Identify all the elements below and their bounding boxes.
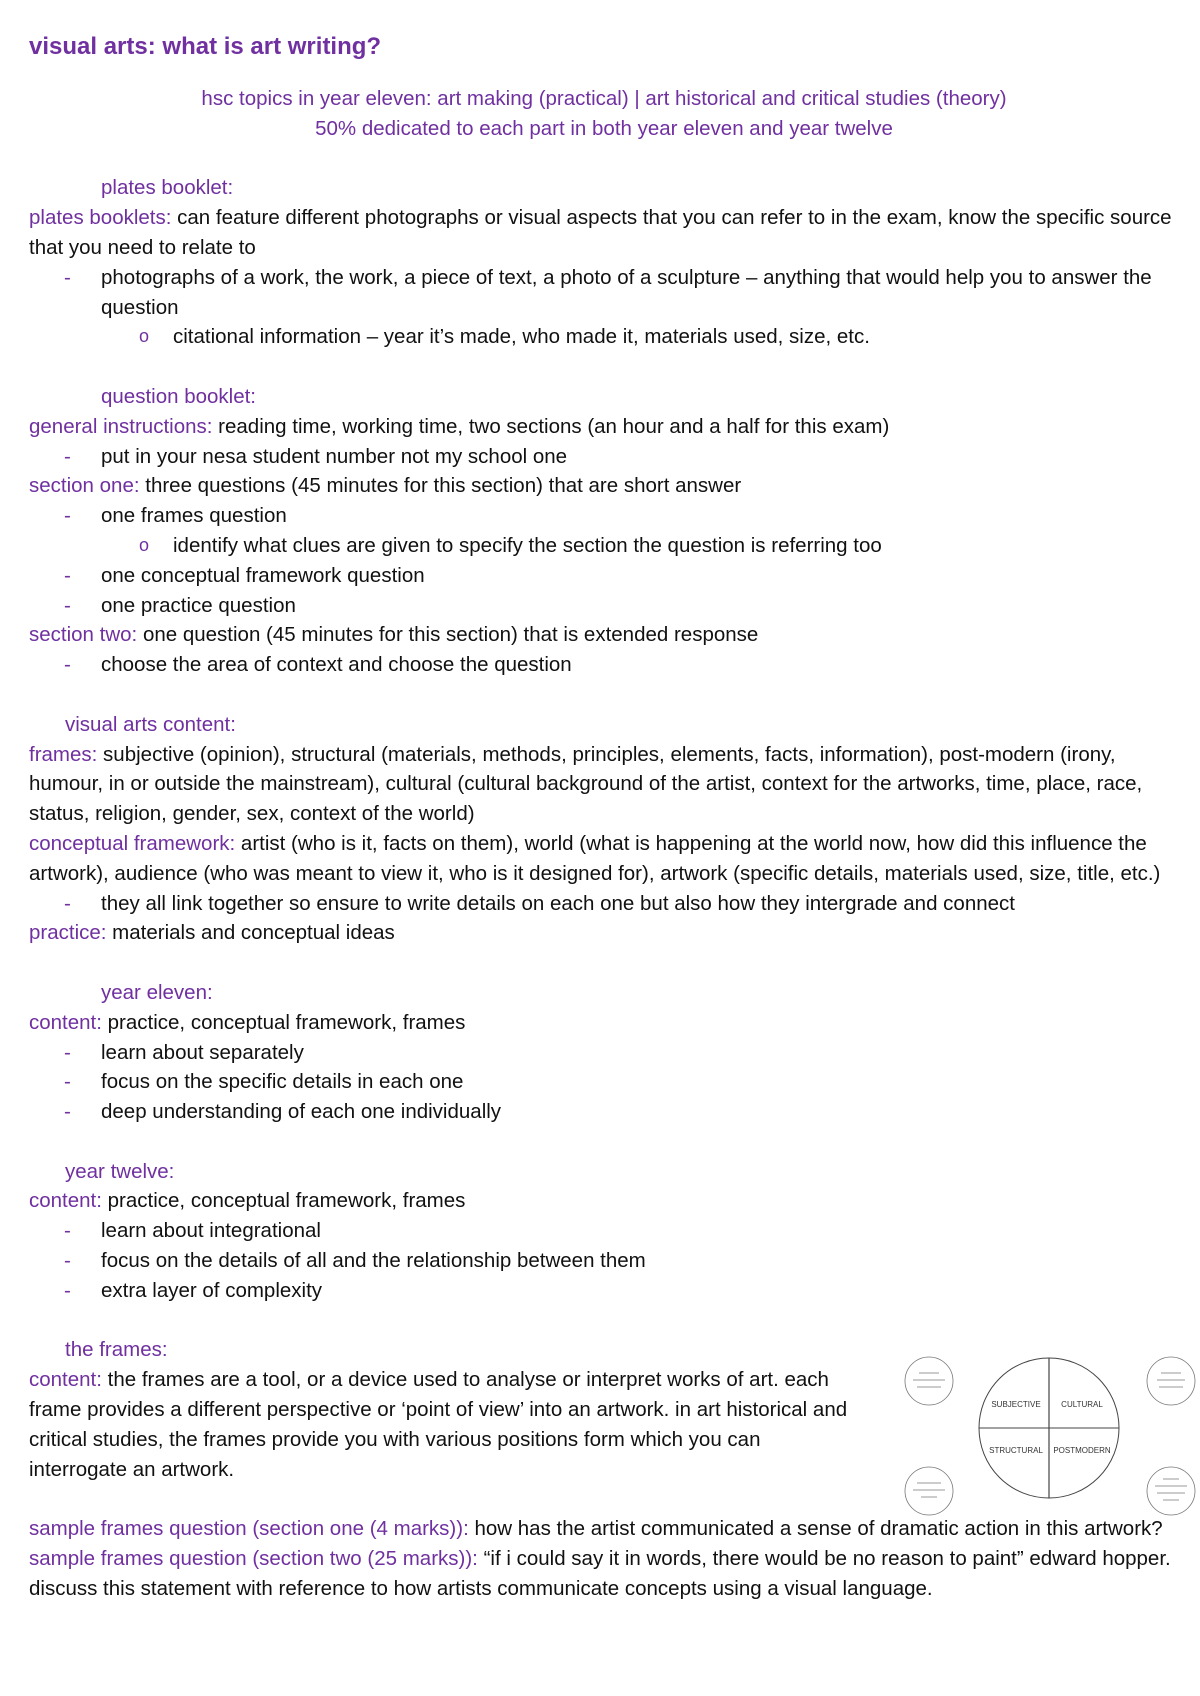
dash-bullet-icon: - [64,593,71,617]
list-item: - deep understanding of each one individually [29,1097,1179,1127]
dash-bullet-icon: - [64,1040,71,1064]
list-item: - one frames question [29,501,1179,531]
dash-bullet-icon: - [64,1070,71,1094]
dash-bullet-icon: - [64,444,71,468]
list-item: - one conceptual framework question [29,561,1179,591]
year-twelve-heading: year twelve: [65,1159,175,1183]
content-heading: visual arts content: [65,712,236,736]
plates-paragraph [29,203,1179,263]
diagram-label-postmodern: POSTMODERN [1053,1446,1111,1456]
list-item: - put in your nesa student number not my school one [29,442,1179,472]
list-item: - extra layer of complexity [29,1276,1179,1306]
sample-question-one: sample frames question (section one (4 marks)): how has the artist communicated a sense of dramatic action in this artwork? [29,1517,1163,1541]
corner-circle-bottom-left [905,1467,953,1515]
list-item: - choose the area of context and choose the question [29,650,1179,680]
circle-bullet-icon: o [139,326,150,347]
plates-text: can feature different photographs or visual aspects that you can refer to in the exam, know the specific source that you need to relate to [29,206,1172,259]
year-eleven-content: content: practice, conceptual framework, frames [29,1010,466,1034]
dash-bullet-icon: - [64,891,71,915]
conceptual-framework-definition: conceptual framework: artist (who is it, facts on them), world (what is happening at the world now, how did this influence the artwork), audience (who was meant to view it, who is it designed for), artwork (specific details, materials used, size, title, etc.) [29,831,1161,885]
list-item: - learn about integrational [29,1216,1179,1246]
circle-bullet-icon: o [139,534,150,555]
dash-bullet-icon: - [64,653,71,677]
diagram-label-subjective: SUBJECTIVE [991,1400,1041,1410]
section-two: section two: one question (45 minutes for this section) that is extended response [29,623,759,647]
plates-label: plates booklets: [29,206,172,230]
list-item: - focus on the specific details in each one [29,1067,1179,1097]
dash-bullet-icon: - [64,1219,71,1243]
plates-heading: plates booklet: [101,176,234,200]
question-heading: question booklet: [101,384,257,408]
dash-bullet-icon: - [64,1278,71,1302]
list-item: - focus on the details of all and the relationship between them [29,1246,1179,1276]
dash-bullet-icon: - [64,1100,71,1124]
list-item: - photographs of a work, the work, a piece of text, a photo of a sculpture – anything that would help you to answer the question [29,263,1179,323]
frames-heading: the frames: [65,1338,168,1362]
dash-bullet-icon: - [64,563,71,587]
list-item: o citational information – year it’s made, who made it, materials used, size, etc. [29,322,1179,352]
year-eleven-heading: year eleven: [101,980,213,1004]
practice-definition: practice: materials and conceptual ideas [29,921,395,945]
corner-circle-top-right [1147,1357,1195,1405]
frames-section [29,1365,1179,1484]
frames-paragraph: content: the frames are a tool, or a device used to analyse or interpret works of art. each frame provides a different perspective or ‘point of view’ into an artwork. in art historical and critical studies, the frames provide you with various positions form which you can interrogate an artwork. [29,1368,848,1481]
year-twelve-content: content: practice, conceptual framework, frames [29,1189,466,1213]
diagram-label-cultural: CULTURAL [1061,1400,1103,1410]
corner-circle-top-left [905,1357,953,1405]
sample-question-two: sample frames question (section two (25 marks)): “if i could say it in words, there would be no reason to paint” edward hopper. discuss this statement with reference to how artists communicate concepts using a visual language. [29,1547,1171,1600]
general-instructions: general instructions: reading time, working time, two sections (an hour and a half for this exam) [29,414,890,438]
page-title: visual arts: what is art writing? [29,33,382,60]
frames-diagram [899,1353,1199,1523]
intro-line-1: hsc topics in year eleven: art making (practical) | art historical and critical studies (theory) [201,87,1007,110]
intro-line-2: 50% dedicated to each part in both year eleven and year twelve [315,116,893,140]
document-body [29,30,1179,1604]
list-item: - learn about separately [29,1038,1179,1068]
dash-bullet-icon: - [64,1249,71,1273]
list-item: - one practice question [29,591,1179,621]
dash-bullet-icon: - [64,504,71,528]
corner-circle-bottom-right [1147,1467,1195,1515]
list-item: o identify what clues are given to specify the section the question is referring too [29,531,1179,561]
frames-definition: frames: subjective (opinion), structural (materials, methods, principles, elements, facts, information), post-modern (irony, humour, in or outside the mainstream), cultural (cultural background of the artist, context for the artworks, time, place, race, status, religion, gender, sex, context of the world) [29,742,1143,826]
diagram-label-structural: STRUCTURAL [989,1446,1043,1456]
dash-bullet-icon: - [64,265,71,289]
section-one: section one: three questions (45 minutes for this section) that are short answer [29,474,742,498]
list-item: - they all link together so ensure to write details on each one but also how they intergrade and connect [29,889,1179,919]
